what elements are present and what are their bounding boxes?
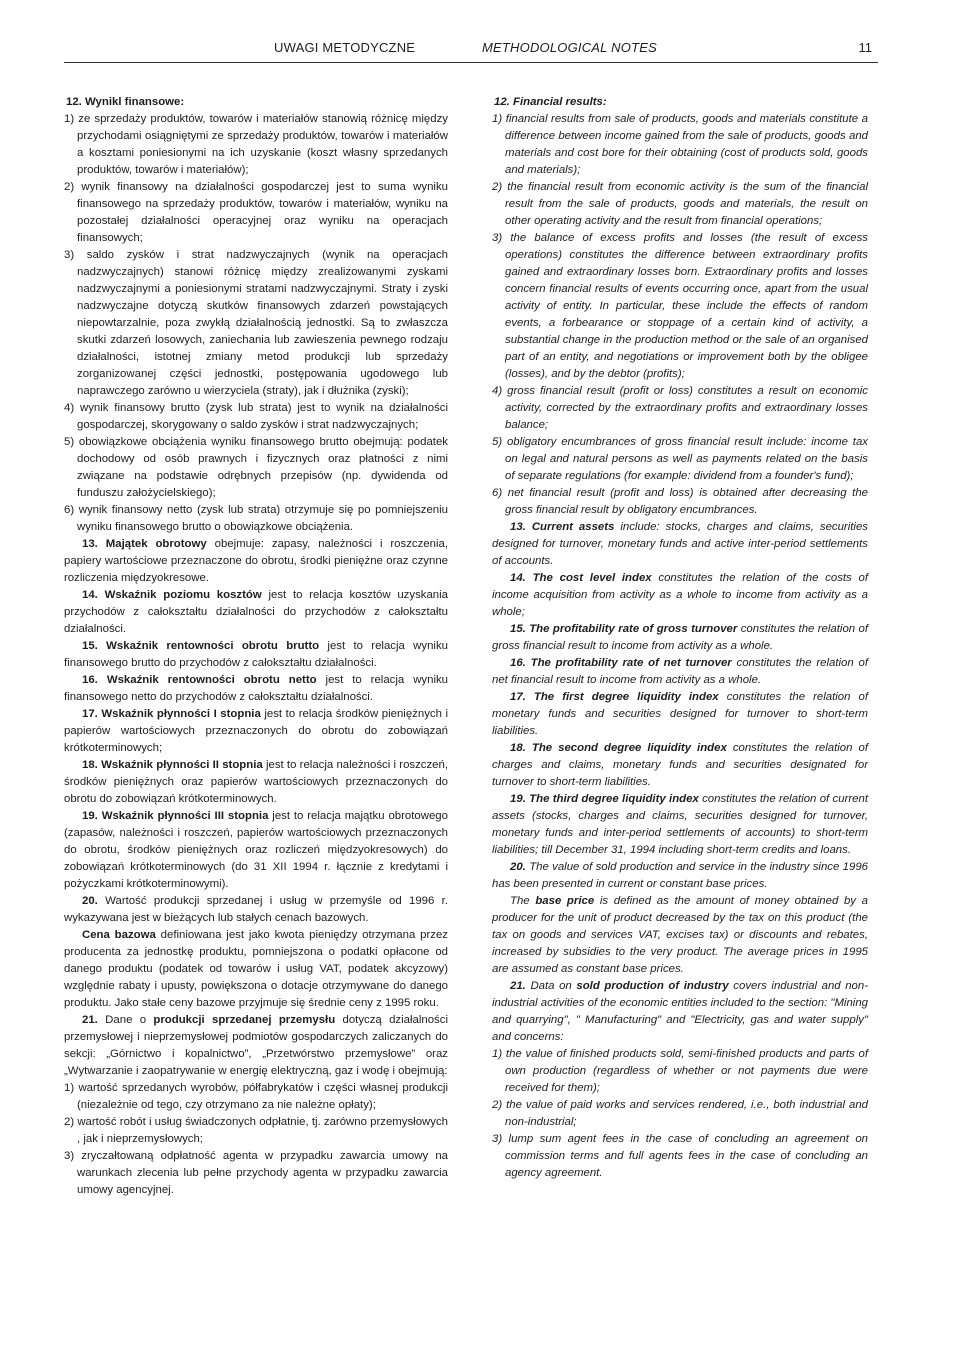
en-section-18: 18. The second degree liquidity index constitutes the relation of charges and claims, monetary funds and securities designated for turnover to short-term liabilities.	[492, 742, 868, 788]
en-s12-item-2: 2) the financial result from economic activity is the sum of the financial result from the sale of products, goods and materials, the result on other operating activity and the result from financial operations;	[492, 181, 868, 227]
en-term-17: first degree liquidity index	[562, 691, 719, 703]
en-s12-item-6: 6) net financial result (profit and loss) is obtained after decreasing the gross financial result by obligatory encumbrances.	[492, 487, 868, 516]
en-section-16: 16. The profitability rate of net turnover constitutes the relation of net financial result to income from activity as a whole.	[492, 657, 869, 686]
pl-base-price: Cena bazowa definiowana jest jako kwota pieniędzy otrzymana przez producenta za jednostkę produktu, pomniejszona o podatki opłacone od danego produktu (podatek od towarów i usług VAT, podatek akcyzowy) względnie rabaty i upusty, powiększona o dotacje otrzymywane do danego produktu. Jako stałe ceny bazowe przyjmuje się średnie ceny z 1995 roku.	[64, 929, 448, 1009]
pl-s12-item-1: 1) ze sprzedaży produktów, towarów i materiałów stanowią różnicę między przychodami osiągniętymi ze sprzedaży produktów, towarów i materiałów a kosztami poniesionymi na ich uzyskanie (koszt własny sprzedanych produktów, towarów i materiałów);	[64, 113, 448, 176]
pl-s12-item-6: 6) wynik finansowy netto (zysk lub strata) otrzymuje się po pomniejszeniu wyniku finansowego brutto o obowiązkowe obciążenia.	[64, 504, 448, 533]
pl-term-19: Wskaźnik płynności III stopnia	[101, 810, 269, 822]
pl-section-17: 17. Wskaźnik płynności I stopnia jest to relacja środków pieniężnych i papierów wartościowych przeznaczonych do obrotu do zobowiązań krótkoterminowych;	[64, 708, 449, 754]
en-term-18: The second degree liquidity index	[531, 742, 727, 754]
pl-section-21: 21. Dane o produkcji sprzedanej przemysłu dotyczą działalności przemysłowej i nieprzemysłowej podmiotów gospodarczych zaliczanych do sekcji: „Górnictwo i kopalnictwo”, „Przetwórstwo przemysłowe” oraz „Wytwarzanie i zaopatrywanie w energię elektryczną, gaz i wodę i obejmują:	[64, 1014, 448, 1077]
en-s21-item-2: 2) the value of paid works and services rendered, i.e., both industrial and non-industrial;	[492, 1099, 868, 1128]
en-base-price: The base price is defined as the amount of money obtained by a producer for the unit of product decreased by the tax on this product (the tax on goods and services VAT, excises tax) or discounts and rebates, increased by subsidies to the very product. The average prices in 1995 are assumed as constant base prices.	[492, 895, 869, 975]
page-number: 11	[858, 40, 872, 55]
en-s21-item-1: 1) the value of finished products sold, semi-finished products and parts of own production (regardless of whether or not payments due were received for them);	[492, 1048, 868, 1094]
pl-s12-item-5: 5) obowiązkowe obciążenia wyniku finansowego brutto obejmują: podatek dochodowy od osób prawnych i fizycznych oraz płatności z nimi związane na podstawie odrębnych przepisów (np. dywidenda od funduszu założycielskiego);	[64, 436, 448, 499]
en-s12-item-5: 5) obligatory encumbrances of gross financial result include: income tax on legal and natural persons as well as payments related on the basis of separate regulations (for example: dividend from a founder's fund);	[492, 436, 868, 482]
en-s12-item-4: 4) gross financial result (profit or loss) constitutes a result on economic activity, corrected by the extraordinary profits and extraordinary losses balance;	[492, 385, 868, 431]
en-term-base-price: base price	[535, 895, 595, 907]
pl-term-13: Majątek obrotowy	[105, 538, 207, 550]
pl-section-19: 19. Wskaźnik płynności III stopnia jest to relacja majątku obrotowego (zapasów, należności i roszczeń, papierów wartościowych przeznaczonych do obrotu, środków pieniężnych oraz rozliczeń międzyokresowych) do zobowiązań krótkoterminowych (do 31 XII 1994 r. łącznie z kredytami i pożyczkami krótkoterminowymi).	[64, 810, 448, 890]
pl-section-15: 15. Wskaźnik rentowności obrotu brutto jest to relacja wyniku finansowego brutto do przychodów z całokształtu działalności.	[64, 640, 448, 669]
pl-term-17: Wskaźnik płynności I stopnia	[101, 708, 261, 720]
en-term-21: sold production of industry	[576, 980, 729, 992]
pl-term-base-price: Cena bazowa	[82, 929, 156, 941]
en-section-13: 13. Current assets include: stocks, charges and claims, securities designed for turnover, monetary funds and active inter-period settlements of accounts.	[492, 521, 868, 567]
pl-section-13: 13. Majątek obrotowy obejmuje: zapasy, należności i roszczenia, papiery wartościowe przeznaczone do obrotu, środki pieniężne oraz czynne rozliczenia międzyokresowe.	[64, 538, 448, 584]
pl-s12-item-2: 2) wynik finansowy na działalności gospodarczej jest to suma wyniku finansowego na sprzedaży produktów, towarów i materiałów, wyniku na pozostałej działalności operacyjnej oraz wyniku na operacjach finansowych;	[64, 181, 448, 244]
pl-section-12-heading: 12. Wynikl finansowe:	[66, 96, 185, 108]
en-section-12-heading: 12. Financial results:	[494, 96, 607, 108]
pl-s12-item-3: 3) saldo zysków i strat nadzwyczajnych (wynik na operacjach nadzwyczajnych) stanowi różnicę między zrealizowanymi zyskami nadzwyczajnymi a poniesionymi stratami nadzwyczajnymi. Straty i zyski nadzwyczajne dotyczą skutków finansowych zdarzeń powstających niepowtarzalnie, poza zwykłą działalnością jednostki. Są to zwłaszcza skutki zdarzeń losowych, zaniechania lub zawieszenia pewnego rodzaju działalności, istotnej zmiany metod produkcji lub sprzedaży zorganizowanej części jednostki, postępowania ugodowego lub naprawczego zarówno u wierzyciela (straty), jak i dłużnika (zyski);	[64, 249, 448, 397]
pl-term-15: Wskaźnik rentowności obrotu brutto	[106, 640, 320, 652]
en-term-14: cost level index	[559, 572, 652, 584]
pl-section-14: 14. Wskaźnik poziomu kosztów jest to relacja kosztów uzyskania przychodów z całokształtu działalności do przychodów z całokształtu działalności.	[64, 589, 449, 635]
header-title-polish: UWAGI METODYCZNE	[274, 40, 416, 55]
pl-section-18: 18. Wskaźnik płynności II stopnia jest to relacja należności i roszczeń, środków pieniężnych oraz papierów wartościowych przeznaczonych do obrotu do zobowiązań krótkoterminowych.	[64, 759, 449, 805]
pl-s21-item-2: 2) wartość robót i usług świadczonych odpłatnie, tj. zarówno przemysłowych , jak i nieprzemysłowych;	[64, 1116, 448, 1145]
en-s12-item-3: 3) the balance of excess profits and losses (the result of excess operations) constitutes the difference between extraordinary profits gained and extraordinary losses born. Extraordinary profits and losses concern financial results of events occurring once, apart from the usual activity of entity. In particular, these include the effects of random events, a forbearance or stoppage of a certain kind of activity, a substantial change in the production method or the sale of an organised part of an entity, and negotiations or improvement both by the obligee (losses), and by the debtor (profits);	[492, 232, 868, 380]
en-section-14: 14. The cost level index constitutes the relation of the costs of income acquisition from activity as a whole to income from activity as a whole;	[492, 572, 869, 618]
polish-column	[64, 94, 448, 1199]
page-header	[64, 38, 878, 60]
en-term-19: The third degree liquidity index	[529, 793, 699, 805]
en-section-21: 21. Data on sold production of industry covers industrial and non-industrial activities of the economic entities included to the section: "Mining and quarrying", " Manufacturing" and "Electricity, gas and water supply" and concerns:	[492, 980, 868, 1043]
pl-term-14: Wskaźnik poziomu kosztów	[104, 589, 262, 601]
en-term-16: profitability rate of net turnover	[555, 657, 732, 669]
pl-term-16: Wskaźnik rentowności obrotu netto	[106, 674, 317, 686]
en-section-15: 15. The profitability rate of gross turnover constitutes the relation of gross financial result to income from activity as a whole.	[492, 623, 869, 652]
pl-section-20: 20. Wartość produkcji sprzedanej i usług w przemyśle od 1996 r. wykazywana jest w bieżących lub stałych cenach bazowych.	[64, 895, 448, 924]
en-section-19: 19. The third degree liquidity index constitutes the relation of current assets (stocks, charges and claims, securities designed for turnover, monetary funds and inter-period settlements of accounts) to short-term liabilities; till December 31, 1994 including short-term credits and loans.	[492, 793, 868, 856]
header-rule	[64, 62, 878, 63]
en-section-17: 17. The first degree liquidity index constitutes the relation of monetary funds and securities designed for turnover to short-term liabilities.	[492, 691, 869, 737]
en-s12-item-1: 1) financial results from sale of products, goods and materials constitute a difference between income gained from the sale of products, goods and materials and cost bore for their obtaining (cost of products sold, goods and materials);	[492, 113, 868, 176]
header-title-english: METHODOLOGICAL NOTES	[482, 40, 657, 55]
pl-section-16: 16. Wskaźnik rentowności obrotu netto jest to relacja wyniku finansowego netto do przychodów z całokształtu działalności.	[64, 674, 449, 703]
en-term-13: Current assets	[531, 521, 615, 533]
en-s21-item-3: 3) lump sum agent fees in the case of concluding an agreement on commission terms and full agents fees in the case of concluding an agency agreement.	[492, 1133, 868, 1179]
pl-term-21: produkcji sprzedanej przemysłu	[153, 1014, 336, 1026]
en-section-20: 20. The value of sold production and service in the industry since 1996 has been presented in current or constant base prices.	[492, 861, 868, 890]
pl-s21-item-3: 3) zryczałtowaną odpłatność agenta w przypadku zawarcia umowy na warunkach zlecenia lub pełne przychody agenta w przypadku zawarcia umowy agencyjnej.	[64, 1150, 448, 1196]
pl-s12-item-4: 4) wynik finansowy brutto (zysk lub strata) jest to wynik na działalności gospodarczej, skorygowany o saldo zysków i strat nadzwyczajnych;	[64, 402, 448, 431]
english-column	[492, 94, 868, 1182]
pl-s21-item-1: 1) wartość sprzedanych wyrobów, półfabrykatów i części własnej produkcji (niezależnie od tego, czy otrzymano za nie należne opłaty);	[64, 1082, 448, 1111]
pl-term-18: Wskaźnik płynności II stopnia	[101, 759, 263, 771]
en-term-15: profitability rate of gross turnover	[552, 623, 738, 635]
